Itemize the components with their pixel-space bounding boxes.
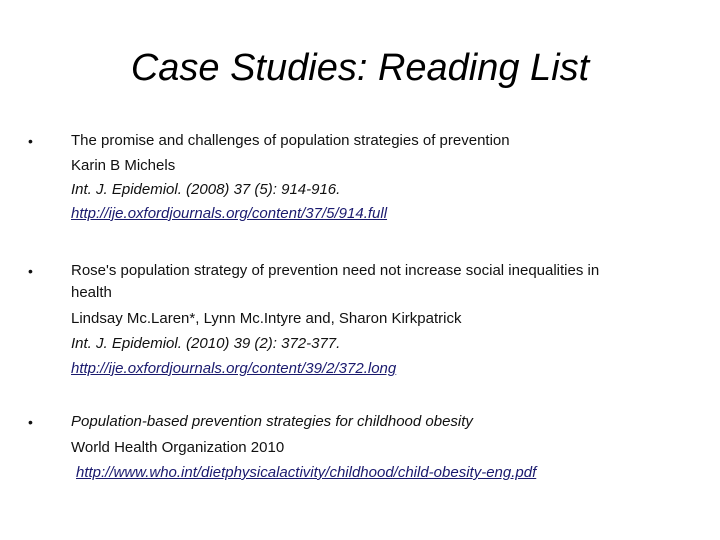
reference-citation: Int. J. Epidemiol. (2010) 39 (2): 372-377. [71, 335, 341, 352]
reference-authors: World Health Organization 2010 [71, 439, 285, 456]
reference-authors: Karin B Michels [71, 157, 176, 174]
bullet-icon: • [28, 414, 33, 430]
reference-link[interactable]: http://ije.oxfordjournals.org/content/39/2/372.long [71, 360, 397, 377]
bullet-icon: • [28, 263, 33, 279]
reference-authors: Lindsay Mc.Laren*, Lynn Mc.Intyre and, Sharon Kirkpatrick [71, 310, 462, 327]
reference-citation: Int. J. Epidemiol. (2008) 37 (5): 914-916. [71, 181, 341, 198]
reference-link[interactable]: http://ije.oxfordjournals.org/content/37/5/914.full [71, 205, 388, 222]
reference-link[interactable]: http://www.who.int/dietphysicalactivity/childhood/child-obesity-eng.pdf [76, 464, 537, 481]
bullet-icon: • [28, 133, 33, 149]
slide-title: Case Studies: Reading List [130, 47, 590, 89]
reference-title-line-1: Rose's population strategy of prevention need not increase social inequalities in [71, 262, 600, 279]
reference-title-line-2: health [71, 284, 112, 301]
reference-title: Population-based prevention strategies for childhood obesity [71, 413, 473, 430]
reference-title: The promise and challenges of population strategies of prevention [71, 132, 510, 149]
